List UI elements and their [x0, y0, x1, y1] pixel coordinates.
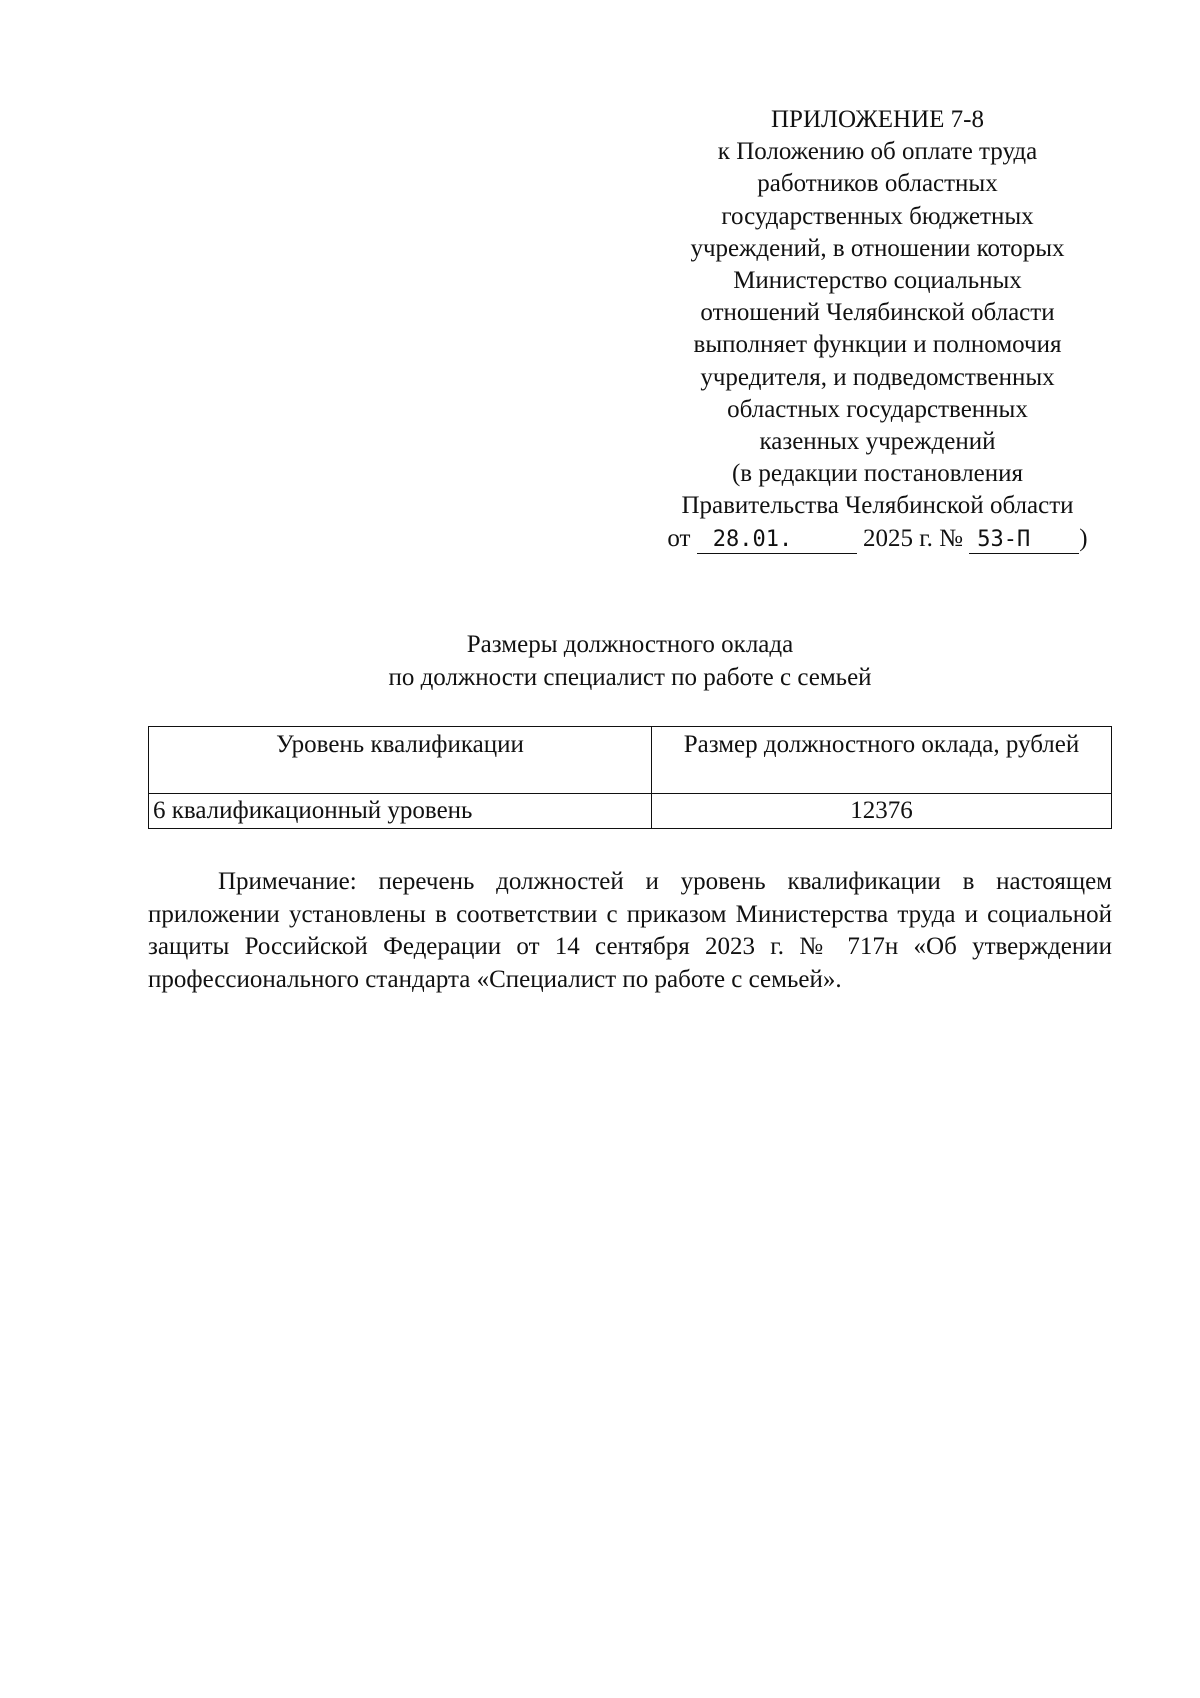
- appendix-line: работников областных: [757, 170, 998, 198]
- resolution-date-line: [640, 523, 1115, 555]
- appendix-line: к Положению об оплате труда: [717, 138, 1038, 166]
- appendix-line: ПРИЛОЖЕНИЕ 7-8: [770, 106, 985, 133]
- title-line-1: Размеры должностного оклада: [466, 631, 794, 658]
- resolution-number-field: 53-П: [969, 527, 1079, 554]
- appendix-line: учреждений, в отношении которых: [690, 234, 1065, 262]
- appendix-line: областных государственных: [727, 395, 1028, 423]
- appendix-line: Правительства Челябинской области: [681, 492, 1074, 520]
- table-header-row: [149, 727, 1112, 794]
- appendix-line: выполняет функции и полномочия: [693, 331, 1062, 359]
- document-title: [150, 628, 1110, 694]
- year-label: 2025 г. №: [862, 524, 964, 552]
- column-header-qualification: Уровень квалификации: [149, 727, 652, 794]
- table-row: [149, 794, 1112, 829]
- appendix-line: отношений Челябинской области: [700, 299, 1055, 327]
- appendix-line: Министерство социальных: [733, 267, 1022, 295]
- appendix-line: государственных бюджетных: [721, 202, 1034, 230]
- appendix-header: [640, 104, 1115, 555]
- closing-paren: ): [1079, 524, 1088, 552]
- appendix-line: учредителя, и подведомственных: [700, 363, 1055, 391]
- resolution-date-field: 28.01.: [697, 527, 857, 554]
- salary-table: [148, 726, 1112, 829]
- note-paragraph: Примечание: перечень должностей и уровень квалификации в настоящем приложении установлены в соответствии с приказом Министерства труда и социальной защиты Российской Федерации от 14 сентября 2023 г. № 717н «Об утверждении профессионального стандарта «Специалист по работе с семьей».: [148, 868, 1112, 993]
- title-line-2: по должности специалист по работе с семьей: [388, 664, 872, 691]
- appendix-line: казенных учреждений: [759, 428, 996, 456]
- column-header-salary: Размер должностного оклада, рублей: [652, 727, 1112, 794]
- date-prefix: от: [667, 524, 691, 552]
- appendix-line: (в редакции постановления: [731, 460, 1024, 488]
- salary-cell: 12376: [652, 794, 1112, 829]
- qualification-cell: 6 квалификационный уровень: [149, 794, 652, 829]
